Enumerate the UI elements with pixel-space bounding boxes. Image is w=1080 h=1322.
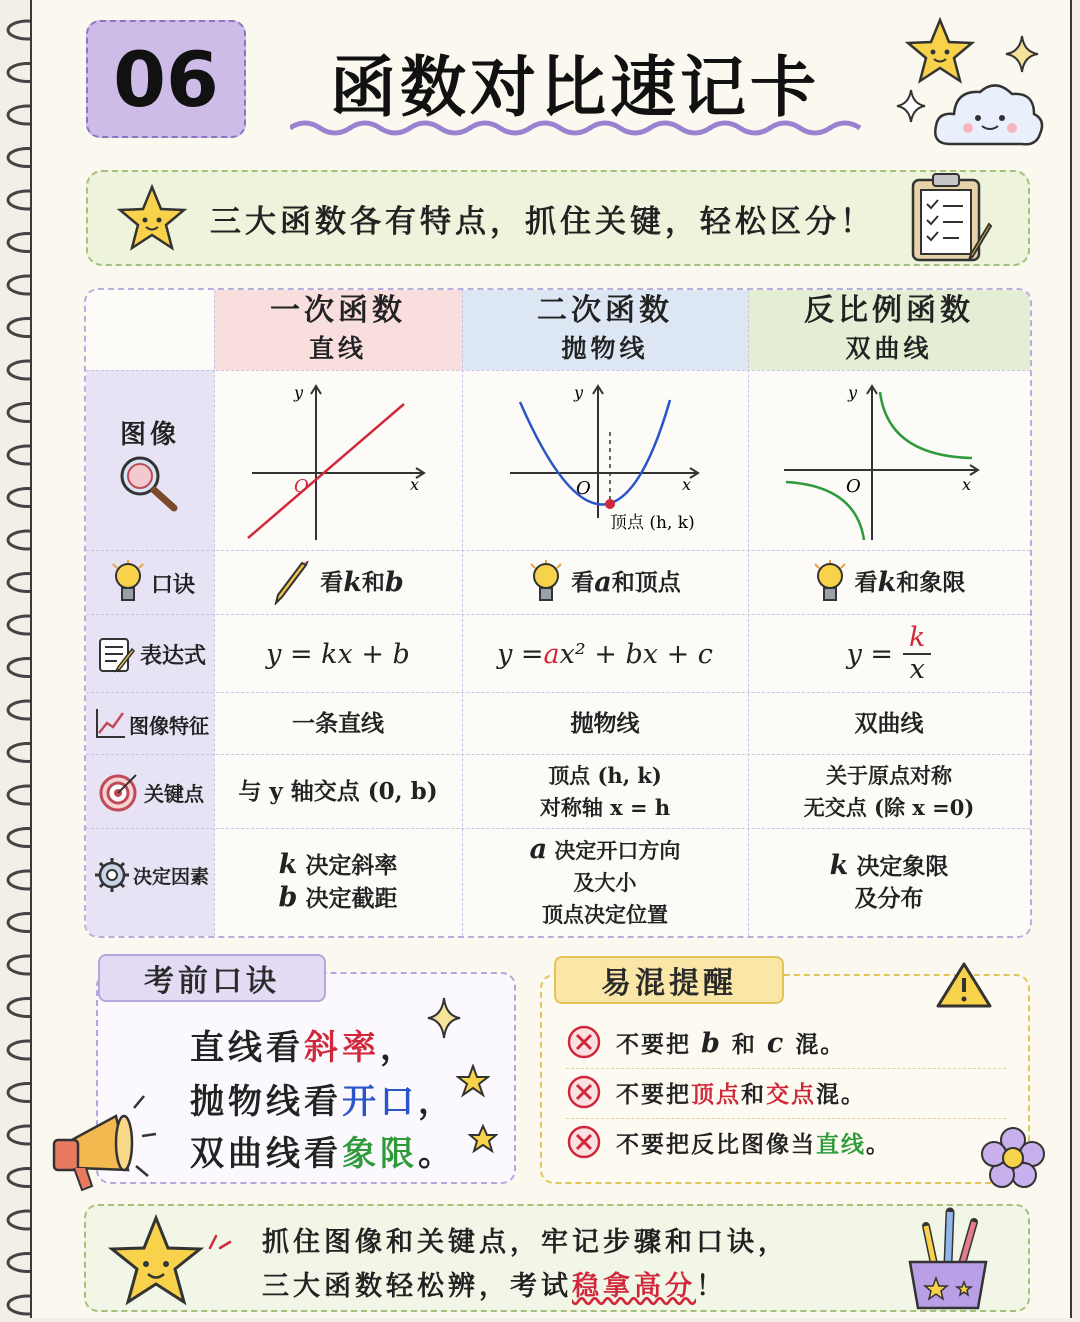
notepad-pencil-icon: [96, 633, 138, 675]
row-label-feature: 图像特征: [90, 694, 212, 754]
gear-icon: [93, 856, 131, 894]
header-inverse: [748, 290, 1030, 370]
row-divider: [86, 692, 1030, 693]
y-axis-label: y: [848, 383, 858, 402]
pencil-cup-icon: [900, 1206, 996, 1312]
header-quadratic-sub: 抛物线: [561, 334, 649, 363]
row-label-expression: 表达式: [90, 616, 212, 692]
y-axis-label: y: [294, 383, 304, 402]
origin-label: O: [846, 476, 861, 497]
y-axis-label: y: [574, 383, 584, 402]
origin-label: O: [294, 476, 309, 497]
exam-tip-line: 直线看斜率，: [190, 1028, 418, 1068]
x-mark-icon: [566, 1024, 602, 1060]
keypoint-inverse: 关于原点对称 无交点 (除 x =0): [803, 763, 975, 820]
row-divider: [86, 614, 1030, 615]
exam-tip-line: 抛物线看开口，: [190, 1082, 456, 1122]
mnemonic-quadratic: 看 a 和顶点: [462, 552, 748, 614]
x-mark-icon: [566, 1074, 602, 1110]
footer-line-2: 三大函数轻松辨，考试稳拿高分！: [262, 1271, 727, 1302]
cloud-icon: [930, 74, 1048, 154]
header-inverse-name: 反比例函数: [804, 293, 974, 328]
decisive-quadratic: a 决定开口方向 及大小 顶点决定位置: [529, 833, 681, 927]
star-icon: [116, 183, 188, 253]
decisive-inverse: k 决定象限 及分布: [829, 849, 949, 912]
confusion-item: 不要把 b 和 c 混。: [616, 1028, 846, 1059]
sparkle-lines-icon: [204, 1218, 234, 1252]
row-divider: [86, 828, 1030, 829]
header-quadratic: [462, 290, 748, 370]
expression-inverse: y = $\frac{k}{x}$: [748, 616, 1030, 692]
footer-line-1: 抓住图像和关键点，牢记步骤和口诀，: [262, 1227, 789, 1258]
sparkle-icon: [1004, 34, 1040, 74]
row-label-mnemonic: 口诀: [94, 552, 212, 614]
card-number-badge: [86, 20, 246, 138]
decisive-linear: k 决定斜率 b 决定截距: [278, 849, 398, 913]
wavy-underline-icon: [290, 118, 870, 138]
warning-icon: [936, 960, 992, 1010]
target-icon: [98, 771, 140, 813]
x-mark-icon: [566, 1124, 602, 1160]
x-axis-label: x: [682, 475, 692, 494]
confusion-title: 易混提醒: [554, 956, 784, 1004]
intro-text: 三大函数各有特点，抓住关键，轻松区分！: [210, 204, 875, 240]
header-linear: [214, 290, 462, 370]
vertex-label: 顶点 (h, k): [610, 513, 695, 533]
card-number: 06: [113, 34, 219, 124]
small-star-icon: [456, 1064, 490, 1098]
confusion-divider: [566, 1118, 1006, 1119]
page-title: 函数对比速记卡: [330, 49, 820, 126]
confusion-divider: [566, 1068, 1006, 1069]
mnemonic-linear: 看 k 和 b: [214, 552, 462, 614]
inverse-graph: [776, 378, 986, 544]
keypoint-linear: 与 y 轴交点 (0, b): [238, 778, 438, 805]
feature-quadratic: 抛物线: [570, 710, 640, 737]
expression-quadratic: y = a x² + bx + c: [497, 638, 713, 670]
pencil-icon: [272, 561, 312, 605]
megaphone-icon: [38, 1086, 158, 1196]
origin-label: O: [576, 478, 591, 499]
sparkle-icon: [426, 996, 462, 1040]
lightbulb-icon: [529, 560, 563, 606]
expression-linear: y = kx + b: [266, 638, 410, 670]
mnemonic-inverse: 看 k 和象限: [748, 552, 1030, 614]
row-label-image: 图像: [119, 419, 180, 450]
row-divider: [86, 550, 1030, 551]
graph-trend-icon: [93, 707, 127, 741]
x-axis-label: x: [962, 475, 972, 494]
star-icon: [108, 1214, 204, 1306]
confusion-item: 不要把反比图像当直线。: [616, 1131, 891, 1158]
row-label-decisive: 决定因素: [90, 830, 212, 920]
feature-linear: 一条直线: [292, 710, 384, 737]
header-inverse-sub: 双曲线: [845, 334, 933, 363]
lightbulb-icon: [813, 560, 847, 606]
small-star-icon: [468, 1124, 498, 1154]
keypoint-quadratic: 顶点 (h, k) 对称轴 x = h: [539, 763, 671, 820]
exam-tips-title: 考前口诀: [98, 954, 326, 1002]
linear-graph: [236, 378, 436, 544]
header-linear-name: 一次函数: [270, 293, 406, 328]
lightbulb-icon: [111, 560, 145, 606]
feature-inverse: 双曲线: [854, 710, 924, 737]
confusion-item: 不要把顶点和交点混。: [616, 1081, 866, 1108]
quadratic-graph: [500, 378, 720, 546]
sparkle-icon: [895, 88, 927, 124]
header-linear-sub: 直线: [308, 334, 367, 363]
clipboard-icon: [905, 170, 1005, 264]
exam-tip-line: 双曲线看象限。: [190, 1134, 456, 1174]
row-divider: [86, 754, 1030, 755]
magnifier-icon: [114, 452, 184, 514]
row-divider: [86, 370, 1030, 371]
header-quadratic-name: 二次函数: [537, 293, 673, 328]
row-label-keypoint: 关键点: [90, 756, 212, 828]
x-axis-label: x: [410, 475, 420, 494]
flower-icon: [980, 1126, 1046, 1188]
